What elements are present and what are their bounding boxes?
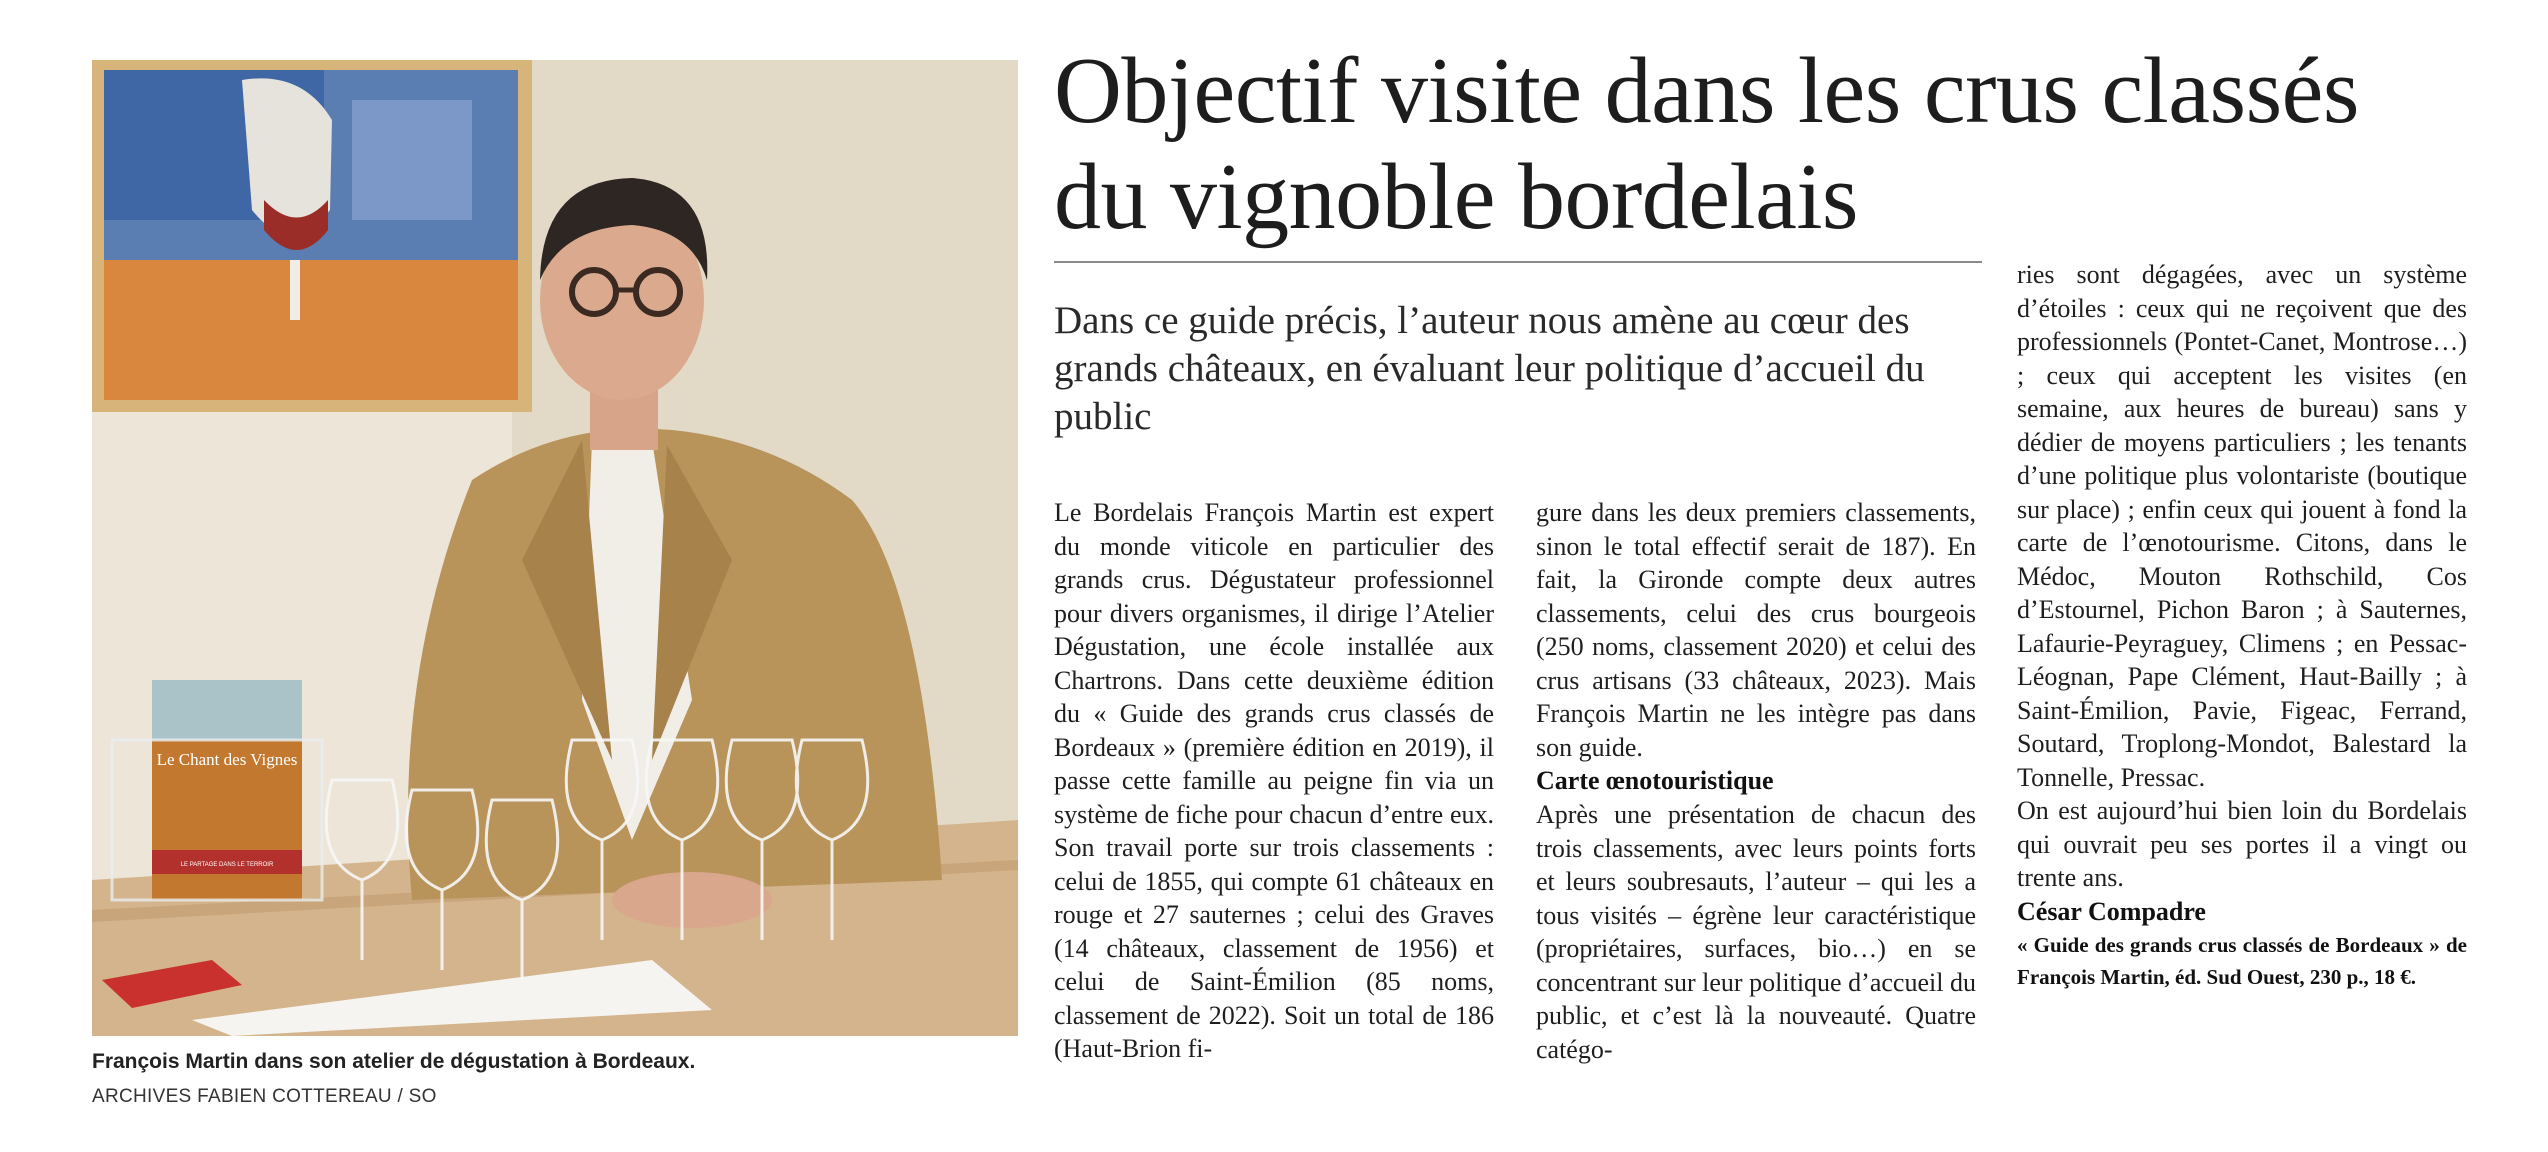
title-rule xyxy=(1054,261,1982,263)
photo-illustration xyxy=(92,60,1018,1036)
article-column-3 xyxy=(2017,258,2467,993)
column-1-text: Le Bordelais François Martin est expert du monde viticole en particulier des grands crus. Dégustateur professionnel pour divers organismes, il dirige l’Atelier Dégustation, une école installée aux Chartrons. Dans cette deuxième édition du « Guide des grands crus classés de Bordeaux » (première édition en 2019), il passe cette famille au peigne fin via un système de fiche pour chacun d’entre eux. Son travail porte sur trois classements : celui de 1855, qui compte 61 châteaux en rouge et 27 sauternes ; celui des Graves (14 châteaux, classement de 1956) et celui de Saint-Émilion (85 noms, classement de 2022). Soit un total de 186 (Haut-Brion fi- xyxy=(1054,498,1494,1063)
column-2-text-2: Après une présentation de chacun des trois classements, avec leurs points forts et leurs soubresauts, l’auteur – qui les a tous visités – égrène leur caractéristique (propriétaires, surfaces, bio…) en se concentrant sur leur politique d’accueil du public, et c’est là la nouveauté. Quatre catégo- xyxy=(1536,800,1976,1064)
section-subhead: Carte œnotouristique xyxy=(1536,766,1774,795)
article-lead: Dans ce guide précis, l’auteur nous amène au cœur des grands châteaux, en évaluant leur politique d’accueil du public xyxy=(1054,299,1925,438)
title-line-1: Objectif visite dans les crus classés xyxy=(1054,39,2359,143)
photo-caption: François Martin dans son atelier de dégustation à Bordeaux. xyxy=(92,1050,696,1073)
article-column-2 xyxy=(1536,496,1976,1066)
author-byline: César Compadre xyxy=(2017,896,2206,926)
column-3-text-2: On est aujourd’hui bien loin du Bordelais qui ouvrait peu ses portes il a vingt ou trente ans. xyxy=(2017,796,2467,892)
article-photo xyxy=(92,60,1018,1036)
book-cover-band: LE PARTAGE DANS LE TERROIR xyxy=(180,862,274,868)
column-2-text-1: gure dans les deux premiers classements, sinon le total effectif serait de 187). En fait, la Gironde compte deux autres classements, celui des crus bourgeois (250 noms, classement 2020) et celui des crus artisans (33 châteaux, 2023). Mais François Martin ne les intègre pas dans son guide. xyxy=(1536,498,1976,762)
book-cover-title: Le Chant des Vignes xyxy=(156,750,298,769)
column-3-text-1: ries sont dégagées, avec un système d’étoiles : ceux qui ne reçoivent que des professionnels (Pontet-Canet, Montrose…) ; ceux qui acceptent les visites (en semaine, aux heures de bureau) sans y dédier de moyens particuliers ; les tenants d’une politique plus volontariste (boutique sur place) ; enfin ceux qui jouent à fond la carte de l’œnotourisme. Citons, dans le Médoc, Mouton Rothschild, Cos d’Estournel, Pichon Baron ; à Sauternes, Lafaurie-Peyraguey, Climens ; en Pessac-Léognan, Pape Clément, Haut-Bailly ; à Saint-Émilion, Pavie, Figeac, Ferrand, Soutard, Troplong-Mondot, Balestard la Tonnelle, Pressac. xyxy=(2017,260,2467,792)
photo-credit: ARCHIVES FABIEN COTTEREAU / SO xyxy=(92,1086,437,1107)
article-column-1 xyxy=(1054,496,1494,1066)
article-title xyxy=(1054,38,2494,250)
book-reference: « Guide des grands crus classés de Bordeaux » de François Martin, éd. Sud Ouest, 230 p., 18 €. xyxy=(2017,932,2467,989)
title-line-2: du vignoble bordelais xyxy=(1054,145,1859,249)
